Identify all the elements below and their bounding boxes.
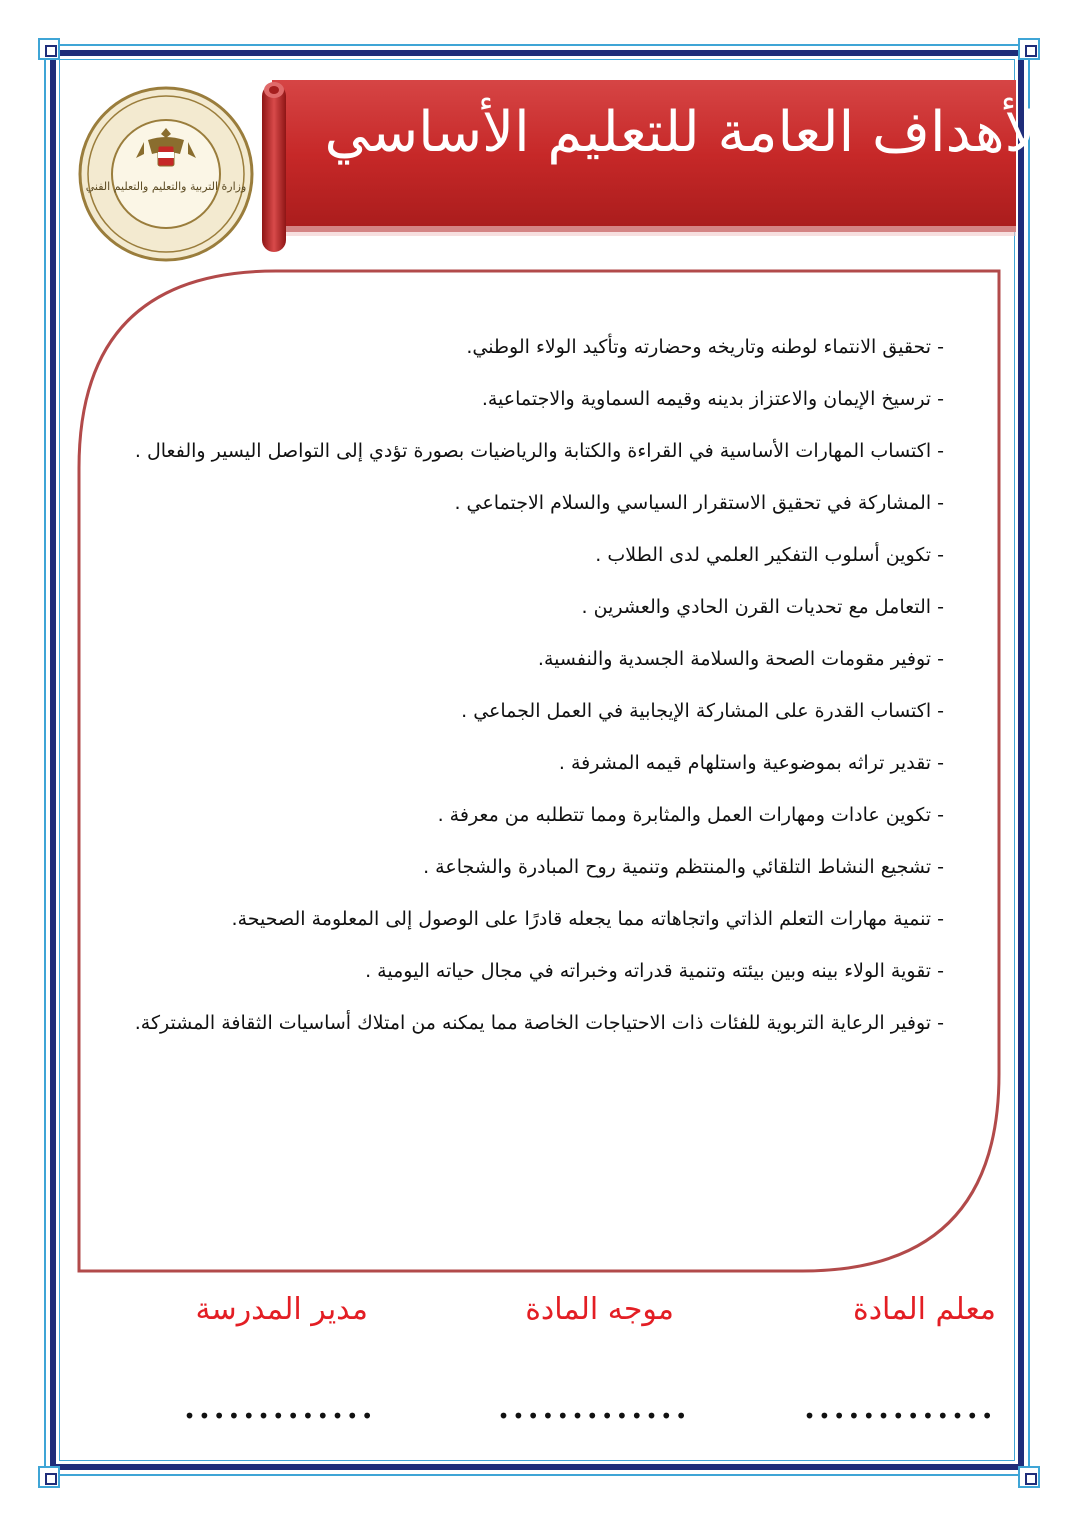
signature-supervisor: موجه المادة <box>525 1292 674 1327</box>
signature-line-principal: ••••••••••••• <box>183 1404 376 1428</box>
signature-teacher: معلم المادة <box>852 1292 996 1327</box>
list-item: - تشجيع النشاط التلقائي والمنتظم وتنمية روح المبادرة والشجاعة . <box>423 856 944 878</box>
goals-list <box>134 330 944 1058</box>
signature-principal: مدير المدرسة <box>195 1292 368 1327</box>
list-item: - اكتساب القدرة على المشاركة الإيجابية في العمل الجماعي . <box>461 700 944 722</box>
list-item: - تحقيق الانتماء لوطنه وتاريخه وحضارته وتأكيد الولاء الوطني. <box>466 336 944 358</box>
list-item: - تقوية الولاء بينه وبين بيئته وتنمية قدراته وخبراته في مجال حياته اليومية . <box>365 960 944 982</box>
corner-ornament-top-right <box>1018 38 1040 60</box>
list-item: - توفير الرعاية التربوية للفئات ذات الاحتياجات الخاصة مما يمكنه من امتلاك أساسيات الثقافة المشتركة. <box>134 1012 944 1034</box>
list-item: - تقدير تراثه بموضوعية واستلهام قيمه المشرفة . <box>558 752 944 774</box>
list-item: - التعامل مع تحديات القرن الحادي والعشرين . <box>581 596 944 618</box>
list-item: - تكوين عادات ومهارات العمل والمثابرة ومما تتطلبه من معرفة . <box>437 804 944 826</box>
corner-ornament-top-left <box>38 38 60 60</box>
list-item: - اكتساب المهارات الأساسية في القراءة والكتابة والرياضيات بصورة تؤدي إلى التواصل اليسير والفعال . <box>134 440 944 462</box>
signature-line-supervisor: ••••••••••••• <box>497 1404 690 1428</box>
signature-line-teacher: ••••••••••••• <box>803 1404 996 1428</box>
ministry-logo <box>76 84 256 264</box>
list-item: - المشاركة في تحقيق الاستقرار السياسي والسلام الاجتماعي . <box>454 492 944 514</box>
list-item: - تكوين أسلوب التفكير العلمي لدى الطلاب . <box>595 544 944 566</box>
list-item: - تنمية مهارات التعلم الذاتي واتجاهاته مما يجعله قادرًا على الوصول إلى المعلومة الصحيحة. <box>231 908 944 930</box>
corner-ornament-bottom-left <box>38 1466 60 1488</box>
corner-ornament-bottom-right <box>1018 1466 1040 1488</box>
list-item: - ترسيخ الإيمان والاعتزاز بدينه وقيمه السماوية والاجتماعية. <box>481 388 944 410</box>
list-item: - توفير مقومات الصحة والسلامة الجسدية والنفسية. <box>537 648 944 670</box>
logo-ring-text <box>76 84 82 87</box>
page-title: الأهداف العامة للتعليم الأساسي <box>324 100 1052 165</box>
svg-text:MINISTRY OF EDUCATION AND TECH <box>76 84 82 87</box>
logo-arabic-text: وزارة التربية والتعليم والتعليم الفني <box>85 180 247 193</box>
